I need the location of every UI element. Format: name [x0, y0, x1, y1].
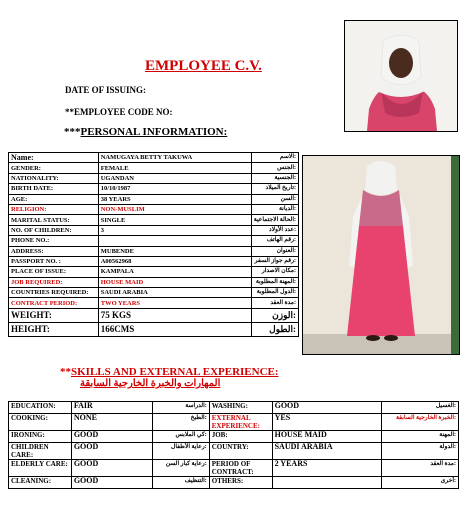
skill-value [272, 477, 381, 489]
table-row [9, 402, 459, 414]
personal-label-arabic: العنوان: [251, 246, 298, 256]
personal-label-arabic: الديانة: [251, 204, 298, 214]
personal-value: KAMPALA [98, 267, 251, 277]
personal-label: HEIGHT: [9, 322, 99, 336]
table-row [9, 225, 299, 235]
table-row [9, 236, 299, 246]
skill-label-arabic: الغسيل: [381, 402, 458, 414]
skill-label: PERIOD OF CONTRACT: [209, 460, 272, 477]
skill-label-arabic: أخرى: [381, 477, 458, 489]
skill-label: ELDERLY CARE: [9, 460, 72, 477]
skill-label-arabic: رعاية كبار السن: [153, 460, 210, 477]
table-row [9, 414, 459, 431]
skill-label-arabic: كي الملابس: [153, 431, 210, 443]
skills-table [8, 401, 459, 489]
table-row [9, 246, 299, 256]
personal-value: 75 KGS [98, 308, 251, 322]
personal-label: RELIGION: [9, 204, 99, 214]
skill-label: COOKING: [9, 414, 72, 431]
skill-label: CHILDREN CARE: [9, 443, 72, 460]
personal-label: WEIGHT: [9, 308, 99, 322]
skills-heading-arabic: المهارات والخبرة الخارجية السابقة [80, 378, 221, 389]
table-row [9, 163, 299, 173]
skill-label-arabic: الدراسة: [153, 402, 210, 414]
table-row [9, 256, 299, 266]
table-row [9, 288, 299, 298]
personal-label: JOB REQUIRED: [9, 277, 99, 287]
skill-label: CLEANING: [9, 477, 72, 489]
skills-heading: **SKILLS AND EXTERNAL EXPERIENCE: [60, 366, 279, 378]
table-row [9, 298, 299, 308]
personal-label-arabic: رقم الهاتف: [251, 236, 298, 246]
table-row [9, 460, 459, 477]
table-row [9, 443, 459, 460]
skill-label-arabic: الخبرة الخارجية السابقة: [381, 414, 458, 431]
table-row [9, 277, 299, 287]
skill-label: EDUCATION: [9, 402, 72, 414]
personal-value: 166CMS [98, 322, 251, 336]
skill-value: GOOD [71, 460, 152, 477]
personal-label: Name: [9, 153, 99, 163]
skill-label: JOB: [209, 431, 272, 443]
page-title: EMPLOYEE C.V. [145, 58, 262, 74]
personal-label-arabic: المهنة المطلوبة: [251, 277, 298, 287]
skill-label-arabic: الدولة: [381, 443, 458, 460]
personal-label: AGE: [9, 194, 99, 204]
personal-label: NO. OF CHILDREN: [9, 225, 99, 235]
personal-label: MARITAL STATUS: [9, 215, 99, 225]
portrait-photo-graphic [345, 21, 457, 131]
table-row [9, 173, 299, 183]
date-of-issuing-label: DATE OF ISSUING: [65, 85, 147, 95]
table-row [9, 153, 299, 163]
personal-value: 38 YEARS [98, 194, 251, 204]
portrait-photo [344, 20, 458, 132]
personal-label-arabic: الوزن: [251, 308, 298, 322]
personal-label: CONTRACT PERIOD: [9, 298, 99, 308]
skill-label: EXTERNAL EXPERIENCE: [209, 414, 272, 431]
skill-value: GOOD [272, 402, 381, 414]
personal-label: NATIONALITY: [9, 173, 99, 183]
table-row [9, 322, 299, 336]
skill-value: GOOD [71, 431, 152, 443]
skill-value: FAIR [71, 402, 152, 414]
full-body-photo-graphic [303, 156, 459, 354]
full-body-photo [302, 155, 460, 355]
skill-label: WASHING: [209, 402, 272, 414]
personal-value: SINGLE [98, 215, 251, 225]
personal-label: COUNTRIES REQUIRED: [9, 288, 99, 298]
table-row [9, 431, 459, 443]
personal-label: PHONE NO.: [9, 236, 99, 246]
table-row [9, 184, 299, 194]
table-row [9, 477, 459, 489]
personal-label-arabic: السن: [251, 194, 298, 204]
skill-value: SAUDI ARABIA [272, 443, 381, 460]
skill-value: GOOD [71, 443, 152, 460]
table-row [9, 204, 299, 214]
skill-label: COUNTRY: [209, 443, 272, 460]
personal-label-arabic: عدد الأولاد: [251, 225, 298, 235]
personal-information-heading: ***PERSONAL INFORMATION: [64, 126, 228, 138]
personal-value: FEMALE [98, 163, 251, 173]
personal-value: 3 [98, 225, 251, 235]
personal-label-arabic: مدة العقد: [251, 298, 298, 308]
personal-value [98, 236, 251, 246]
table-row [9, 308, 299, 322]
skill-label-arabic: المهنة: [381, 431, 458, 443]
personal-label: BIRTH DATE: [9, 184, 99, 194]
personal-label-arabic: مكان الاصدار: [251, 267, 298, 277]
personal-value: MUBENDE [98, 246, 251, 256]
table-row [9, 194, 299, 204]
personal-value: 10/10/1987 [98, 184, 251, 194]
personal-value: A00562968 [98, 256, 251, 266]
personal-label-arabic: الجنس: [251, 163, 298, 173]
personal-value: UGANDAN [98, 173, 251, 183]
personal-label-arabic: الاسم: [251, 153, 298, 163]
skill-label: IRONING: [9, 431, 72, 443]
skill-value: GOOD [71, 477, 152, 489]
skill-value: 2 YEARS [272, 460, 381, 477]
personal-label: PLACE OF ISSUE: [9, 267, 99, 277]
skill-value: NONE [71, 414, 152, 431]
skill-value: HOUSE MAID [272, 431, 381, 443]
skill-label: OTHERS: [209, 477, 272, 489]
personal-info-table [8, 152, 299, 337]
personal-label-arabic: الطول: [251, 322, 298, 336]
personal-label: GENDER: [9, 163, 99, 173]
table-row [9, 215, 299, 225]
skill-value: YES [272, 414, 381, 431]
skill-label-arabic: مدة العقد: [381, 460, 458, 477]
personal-value: HOUSE MAID [98, 277, 251, 287]
employee-code-label: **EMPLOYEE CODE NO: [65, 107, 173, 117]
personal-label-arabic: الدول المطلوبة: [251, 288, 298, 298]
personal-value: NON-MUSLIM [98, 204, 251, 214]
personal-label: ADDRESS: [9, 246, 99, 256]
personal-label: PASSPORT NO. : [9, 256, 99, 266]
personal-label-arabic: رقم جواز السفر: [251, 256, 298, 266]
personal-label-arabic: تاريخ الميلاد: [251, 184, 298, 194]
skill-label-arabic: الطبخ: [153, 414, 210, 431]
table-row [9, 267, 299, 277]
personal-value: TWO YEARS [98, 298, 251, 308]
personal-label-arabic: الحالة الاجتماعية: [251, 215, 298, 225]
skill-label-arabic: رعاية الأطفال: [153, 443, 210, 460]
personal-value: SAUDI ARABIA [98, 288, 251, 298]
skill-label-arabic: التنظيف: [153, 477, 210, 489]
personal-value: NAMUGAYA BETTY TAKUWA [98, 153, 251, 163]
personal-label-arabic: الجنسية: [251, 173, 298, 183]
